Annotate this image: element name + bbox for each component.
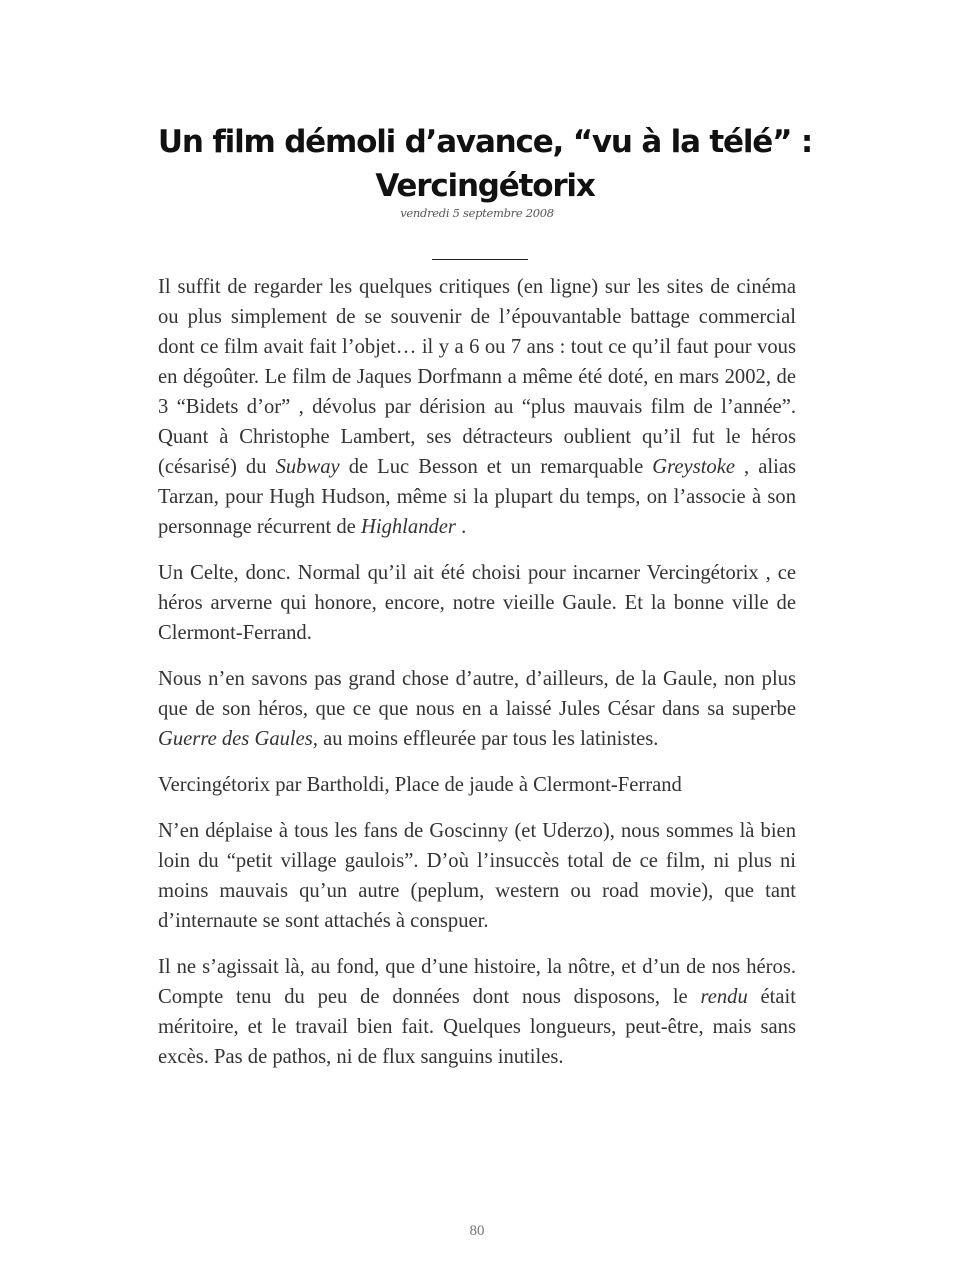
paragraph xyxy=(158,664,796,754)
text-run: . xyxy=(455,516,467,538)
italic-text: Greystoke xyxy=(652,456,736,478)
italic-text: Highlander xyxy=(360,516,456,538)
text-run: Il suffit de regarder les quelques critiques (en ligne) sur les sites de cinéma ou plus simplement de se souvenir de l’épouvantable battage commercial dont ce film avait fait l’objet… il y a 6 ou 7 ans : tout ce qu’il faut pour vous en dégoûter. Le film de Jaques Dorfmann a même été doté, en mars 2002, de 3 “Bidets d’or” , dévolus par dérision au “plus mauvais film de l’année”. Quant à Christophe Lambert, ses détracteurs oublient qu’il fut le héros (césarisé) du xyxy=(158,276,796,478)
italic-text: rendu xyxy=(700,986,748,1008)
paragraph xyxy=(158,272,796,542)
text-run: de Luc Besson et un remarquable xyxy=(339,456,653,478)
article-body xyxy=(158,272,796,1088)
paragraph xyxy=(158,952,796,1072)
paragraph xyxy=(158,558,796,648)
article-title: Un film démoli d’avance, “vu à la télé” : Vercingétorix xyxy=(157,124,813,204)
text-run: Nous n’en savons pas grand chose d’autre, d’ailleurs, de la Gaule, non plus que de son héros, que ce que nous en a laissé Jules César dans sa superbe xyxy=(158,668,796,720)
text-run: au moins effleurée par tous les latinistes. xyxy=(317,728,659,750)
text-run: Un Celte, donc. Normal qu’il ait été choisi pour incarner Vercingétorix , ce héros arverne qui honore, encore, notre vieille Gaule. Et la bonne ville de Clermont-Ferrand. xyxy=(158,562,796,644)
text-run: Il ne s’agissait là, au fond, que d’une histoire, la nôtre, et d’un de nos héros. Compte tenu du peu de données dont nous disposons, le xyxy=(158,956,796,1008)
article-date: vendredi 5 septembre 2008 xyxy=(400,206,554,220)
text-run: N’en déplaise à tous les fans de Goscinny (et Uderzo), nous sommes là bien loin du “petit village gaulois”. D’où l’insuccès total de ce film, ni plus ni moins mauvais qu’un autre (peplum, western ou road movie), que tant d’internaute se sont attachés à conspuer. xyxy=(158,820,796,932)
paragraph xyxy=(158,770,796,800)
page-number: 80 xyxy=(469,1223,485,1239)
paragraph xyxy=(158,816,796,936)
title-separator xyxy=(432,259,528,260)
text-run: , alias Tarzan, pour Hugh Hudson, même si la plupart du temps, on l’associe à son personnage récurrent de xyxy=(158,456,796,538)
italic-text: Subway xyxy=(275,456,340,478)
italic-text: Guerre des Gaules, xyxy=(158,728,318,750)
text-run: Vercingétorix par Bartholdi, Place de jaude à Clermont-Ferrand xyxy=(158,774,682,796)
text-run: était méritoire, et le travail bien fait. Quelques longueurs, peut-être, mais sans excès. Pas de pathos, ni de flux sanguins inutiles. xyxy=(158,986,796,1068)
